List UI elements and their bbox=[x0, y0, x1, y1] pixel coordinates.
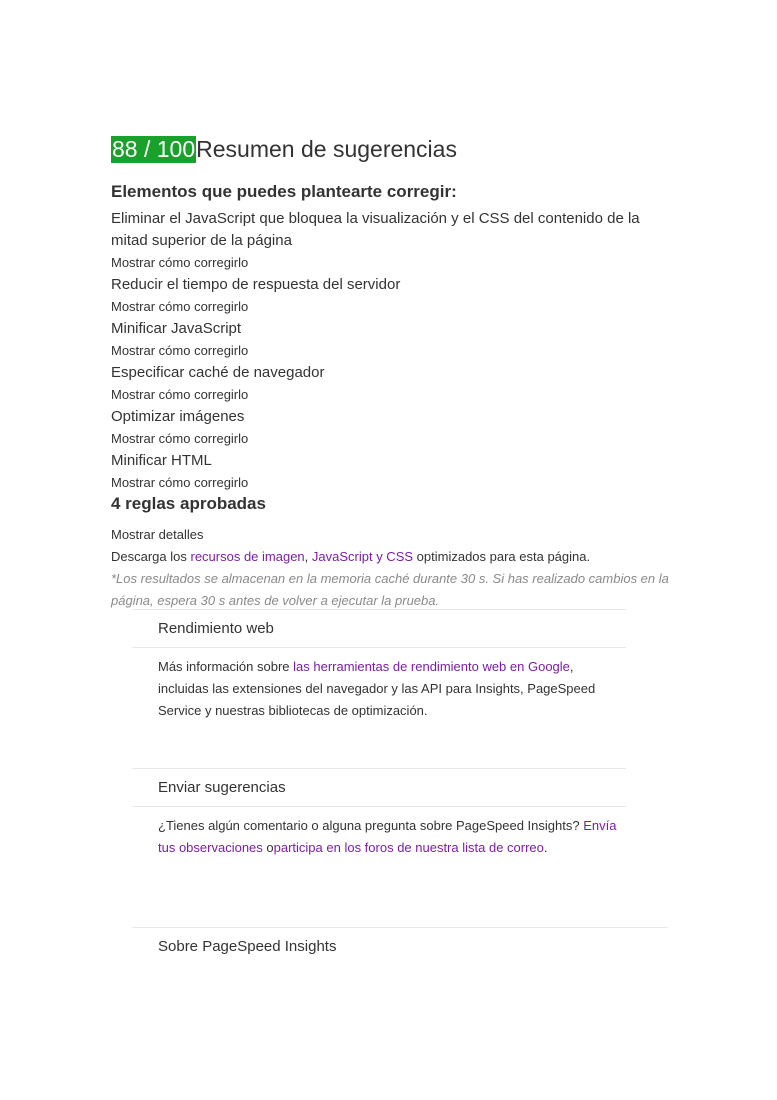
show-fix-link[interactable]: Mostrar cómo corregirlo bbox=[111, 255, 249, 270]
download-prefix: Descarga los bbox=[111, 549, 191, 564]
feedback-text-prefix: ¿Tienes algún comentario o alguna pregunta sobre PageSpeed Insights? bbox=[158, 818, 584, 833]
rule-item bbox=[111, 318, 671, 362]
web-performance-title: Rendimiento web bbox=[158, 620, 274, 637]
feedback-text bbox=[132, 807, 626, 859]
rule-list bbox=[111, 208, 671, 494]
feedback-title: Enviar sugerencias bbox=[158, 779, 286, 796]
js-css-link[interactable]: JavaScript y CSS bbox=[311, 549, 414, 564]
web-performance-text-suffix: , incluidas las extensiones del navegador y las API para Insights, PageSpeed Service y nuestras bibliotecas de optimización. bbox=[158, 659, 596, 718]
web-performance-text bbox=[132, 648, 626, 722]
rule-title: Especificar caché de navegador bbox=[111, 364, 325, 381]
download-separator: , bbox=[304, 549, 312, 564]
download-suffix: optimizados para esta página. bbox=[413, 549, 591, 564]
rule-item bbox=[111, 274, 671, 318]
rule-item bbox=[111, 450, 671, 494]
show-fix-link[interactable]: Mostrar cómo corregirlo bbox=[111, 343, 249, 358]
rule-title: Eliminar el JavaScript que bloquea la visualización y el CSS del contenido de la mitad superior de la página bbox=[111, 210, 640, 249]
rule-title: Minificar JavaScript bbox=[111, 320, 242, 337]
suggestions-heading: Elementos que puedes plantearte corregir: bbox=[111, 182, 457, 201]
web-performance-tools-link[interactable]: las herramientas de rendimiento web en Google bbox=[293, 659, 570, 674]
show-fix-link[interactable]: Mostrar cómo corregirlo bbox=[111, 475, 249, 490]
download-line bbox=[111, 546, 671, 568]
score-badge: 88 / 100 bbox=[112, 136, 196, 162]
send-feedback-link[interactable]: Envía tus observaciones bbox=[158, 818, 617, 855]
web-performance-text-prefix: Más información sobre bbox=[158, 659, 294, 674]
passed-rules-heading: 4 reglas aprobadas bbox=[111, 494, 266, 513]
feedback-text-middle: o bbox=[262, 840, 274, 855]
show-fix-link[interactable]: Mostrar cómo corregirlo bbox=[111, 299, 249, 314]
show-details-link[interactable]: Mostrar detalles bbox=[111, 527, 204, 542]
cache-note: *Los resultados se almacenan en la memoria caché durante 30 s. Si has realizado cambios en la página, espera 30 s antes de volver a ejecutar la prueba. bbox=[111, 571, 669, 608]
feedback-card bbox=[132, 768, 626, 859]
mailing-list-forum-link[interactable]: participa en los foros de nuestra lista de correo bbox=[273, 840, 544, 855]
rule-item bbox=[111, 362, 671, 406]
summary-header bbox=[111, 136, 671, 168]
rule-title: Minificar HTML bbox=[111, 452, 212, 469]
about-card bbox=[132, 927, 668, 965]
feedback-text-suffix: . bbox=[543, 840, 548, 855]
rule-title: Optimizar imágenes bbox=[111, 408, 245, 425]
summary-title: Resumen de sugerencias bbox=[196, 136, 457, 162]
web-performance-card bbox=[132, 609, 626, 722]
rule-item bbox=[111, 208, 671, 274]
about-title: Sobre PageSpeed Insights bbox=[158, 938, 337, 955]
rule-item bbox=[111, 406, 671, 450]
image-resources-link[interactable]: recursos de imagen bbox=[190, 549, 305, 564]
show-fix-link[interactable]: Mostrar cómo corregirlo bbox=[111, 387, 249, 402]
results-section bbox=[111, 136, 671, 612]
show-fix-link[interactable]: Mostrar cómo corregirlo bbox=[111, 431, 249, 446]
rule-title: Reducir el tiempo de respuesta del servidor bbox=[111, 276, 401, 293]
